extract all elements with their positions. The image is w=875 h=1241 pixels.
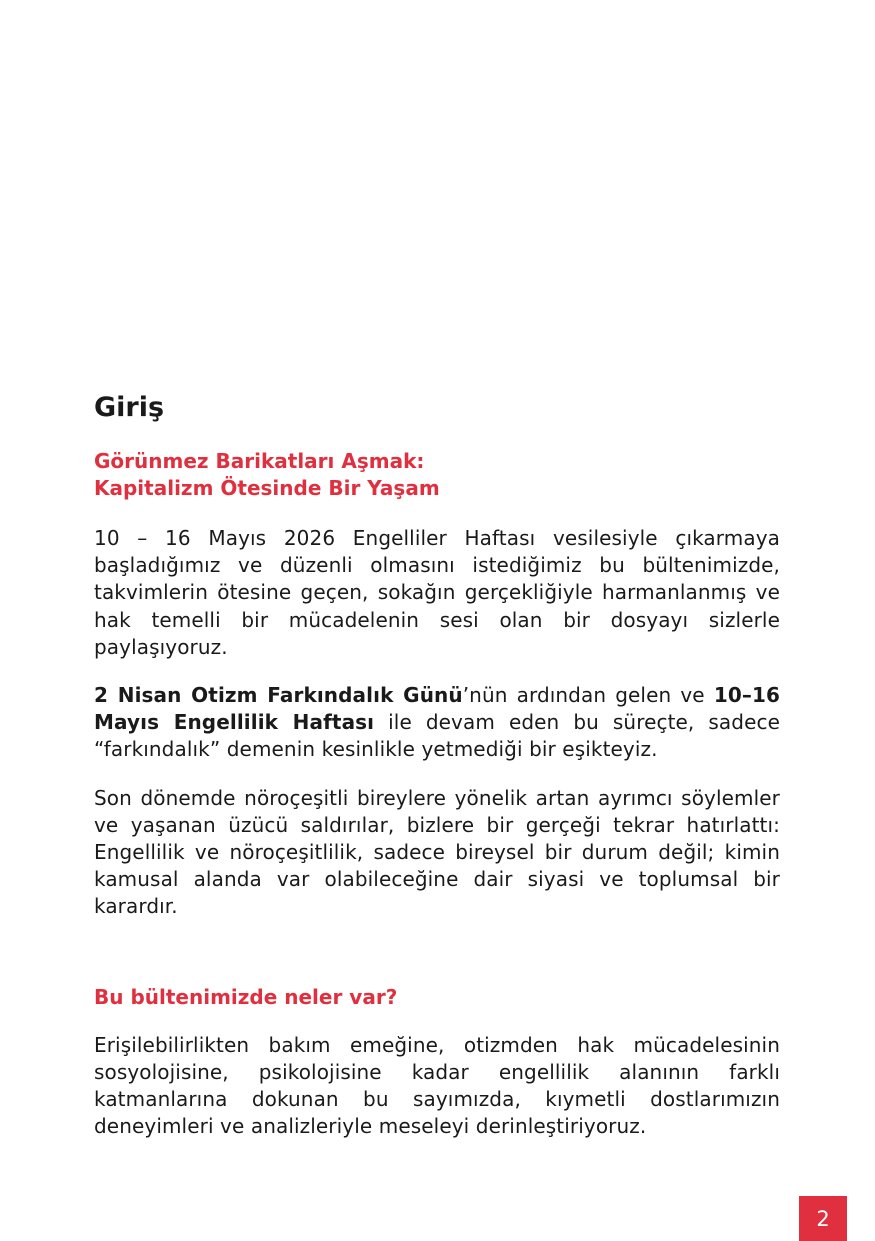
intro-subtitle-line1: Görünmez Barikatları Aşmak: bbox=[94, 449, 425, 473]
intro-subtitle bbox=[94, 448, 780, 502]
intro-paragraph-2 bbox=[94, 682, 780, 764]
section-heading-intro: Giriş bbox=[94, 392, 165, 423]
page-number-badge: 2 bbox=[799, 1196, 847, 1241]
intro-paragraph-3: Son dönemde nöroçeşitli bireylere yönelik artan ayrımcı söylemler ve yaşanan üzücü saldırılar, bizlere bir gerçeği tekrar hatırlattı: Engellilik ve nöroçeşitlilik, sadece bireysel bir durum değil; kimin kamusal alanda var olabileceğine dair siyasi ve toplumsal bir karardır. bbox=[94, 785, 780, 919]
intro-subtitle-line2: Kapitalizm Ötesinde Bir Yaşam bbox=[94, 476, 440, 500]
disability-week-bold: 10–16 Mayıs Engellilik Haftası bbox=[94, 683, 780, 735]
contents-paragraph: Erişilebilirlikten bakım emeğine, otizmden hak mücadelesinin sosyolojisine, psikolojisine kadar engellilik alanının farklı katmanlarına dokunan bu sayımızda, kıymetli dostlarımızın deneyimleri ve analizleriyle meseleyi derinleştiriyoruz. bbox=[94, 1032, 780, 1139]
paragraph2-text2: ile devam eden bu süreçte, sadece “farkındalık” demenin kesinlikle yetmediği bir eşikteyiz. bbox=[94, 710, 780, 762]
section-heading-contents: Bu bültenimizde neler var? bbox=[94, 984, 398, 1009]
paragraph2-text1: ’nün ardından gelen ve bbox=[462, 683, 714, 708]
main-content bbox=[94, 390, 780, 1161]
otism-day-bold: 2 Nisan Otizm Farkındalık Günü bbox=[94, 683, 463, 708]
intro-paragraph-1: 10 – 16 Mayıs 2026 Engelliler Haftası vesilesiyle çıkarmaya başladığımız ve düzenli olmasını istediğimiz bu bültenimizde, takvimlerin ötesine geçen, sokağın gerçekliğiyle harmanlanmış ve hak temelli bir mücadelenin sesi olan bir dosyayı sizlerle paylaşıyoruz. bbox=[94, 526, 780, 659]
